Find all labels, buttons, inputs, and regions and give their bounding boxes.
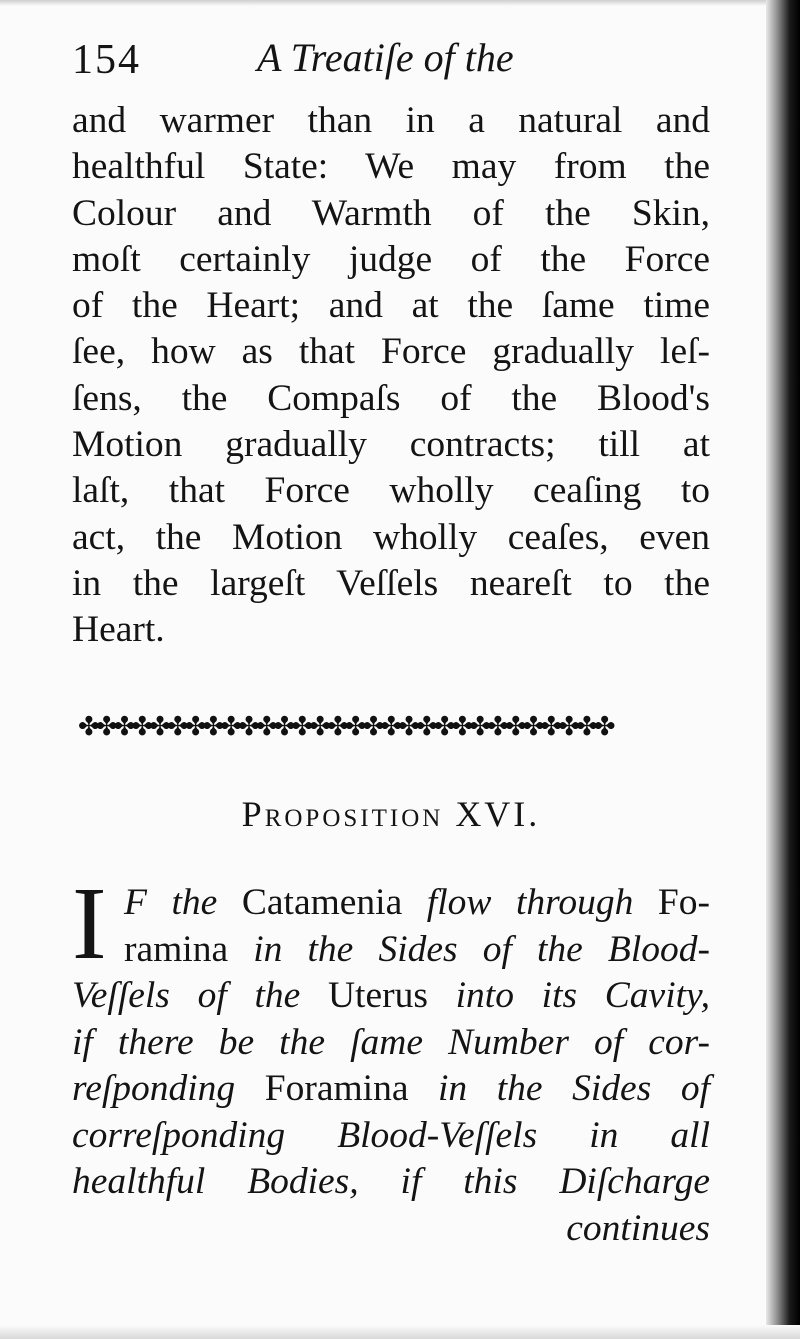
text-run: Catamenia bbox=[217, 882, 427, 923]
text-line: ſee, how as that Force gradually leſ- bbox=[72, 331, 710, 373]
text-line: and warmer than in a natural and bbox=[72, 100, 710, 141]
text-line: moſt certainly judge of the Force bbox=[72, 238, 710, 280]
text-line: ſens, the Compaſs of the Blood's bbox=[72, 377, 710, 419]
text-line: Colour and Warmth of the Skin, bbox=[72, 192, 710, 234]
text-line bbox=[72, 880, 710, 927]
text-line bbox=[72, 927, 710, 974]
text-run: Veſſels of the bbox=[72, 975, 301, 1016]
text-run: Uterus bbox=[300, 975, 456, 1016]
running-title: A Treatiſe of the bbox=[257, 35, 514, 80]
text-run: flow through bbox=[426, 882, 634, 923]
proposition-paragraph bbox=[72, 866, 710, 1252]
scan-edge-top bbox=[0, 0, 800, 6]
text-run: reſponding bbox=[72, 1068, 236, 1109]
page-number: 154 bbox=[72, 37, 141, 83]
text-line bbox=[72, 973, 710, 1020]
text-line bbox=[72, 1066, 710, 1113]
scan-edge-right bbox=[766, 0, 800, 1339]
text-line: healthful State: We may from the bbox=[72, 146, 710, 188]
ornamental-rule: ✤✤✤✤✤✤✤✤✤✤✤✤✤✤✤✤✤✤✤✤✤✤✤✤✤✤✤✤✤✤ bbox=[78, 712, 612, 742]
text-run: the bbox=[146, 882, 218, 923]
text-line: of the Heart; and at the ſame time bbox=[72, 285, 710, 327]
drop-cap: I bbox=[72, 866, 107, 981]
scan-edge-bottom bbox=[0, 1325, 800, 1339]
running-head bbox=[72, 30, 712, 90]
text-line: Heart. bbox=[72, 609, 165, 651]
text-run: in the Sides of the Blood- bbox=[253, 928, 710, 970]
proposition-heading: Proposition XVI. bbox=[241, 794, 541, 834]
catchword: continues bbox=[566, 1207, 710, 1249]
text-line: correſponding Blood-Veſſels in all bbox=[72, 1114, 710, 1156]
text-line: laſt, that Force wholly ceaſing to bbox=[72, 470, 710, 512]
text-run: in the Sides of bbox=[438, 1068, 710, 1109]
text-run: ramina bbox=[124, 928, 254, 970]
body-paragraph bbox=[72, 98, 710, 654]
text-line: in the largeſt Veſſels neareſt to the bbox=[72, 562, 710, 604]
text-run: into its Cavity, bbox=[455, 975, 710, 1016]
text-line: healthful Bodies, if this Diſcharge bbox=[72, 1161, 710, 1202]
text-line: Motion gradually contracts; till at bbox=[72, 424, 710, 466]
text-line: act, the Motion wholly ceaſes, even bbox=[72, 516, 710, 558]
text-run: Fo- bbox=[633, 882, 710, 923]
text-run: F bbox=[124, 882, 147, 923]
text-line: if there be the ſame Number of cor- bbox=[72, 1021, 710, 1063]
text-run: Foramina bbox=[235, 1068, 439, 1109]
